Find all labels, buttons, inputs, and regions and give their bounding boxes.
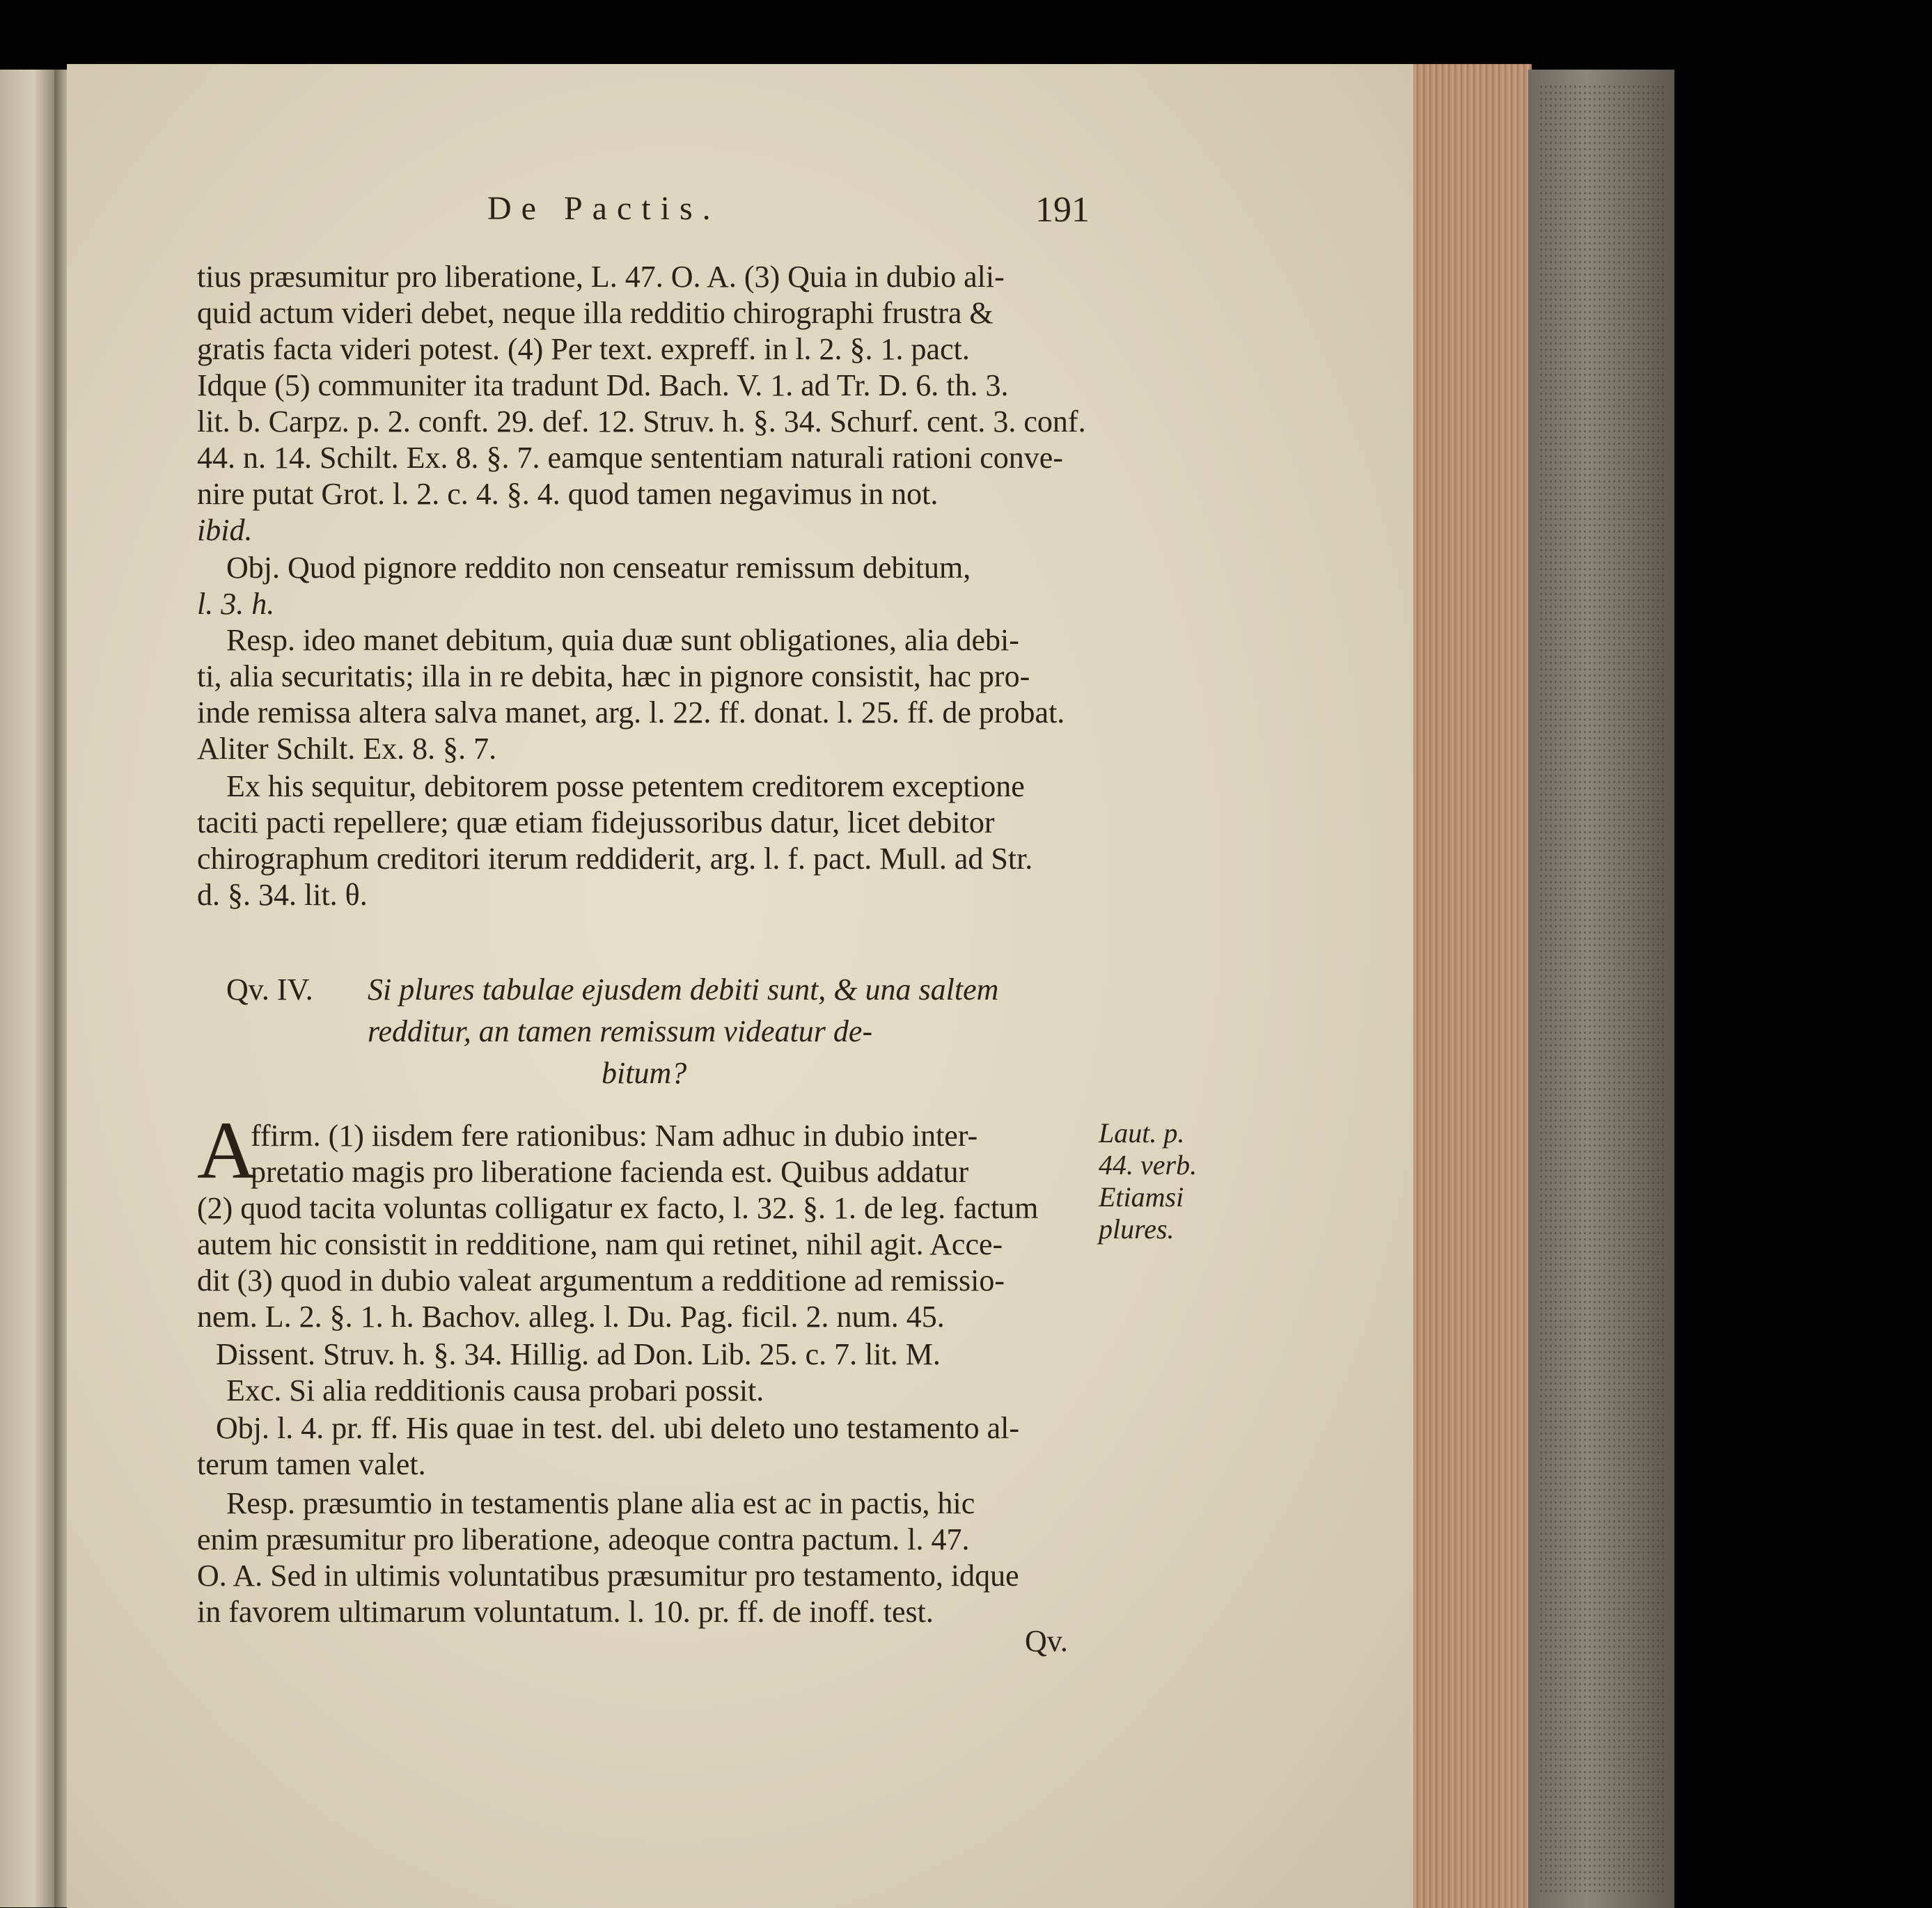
text-line: ibid.	[197, 513, 253, 547]
objection-line: Obj. Quod pignore reddito non censeatur remissum debitum,	[226, 551, 971, 585]
question-text: redditur, an tamen remissum videatur de-	[368, 1014, 873, 1048]
catchword: Qv.	[1025, 1624, 1068, 1658]
text-line: nire putat Grot. l. 2. c. 4. §. 4. quod tamen negavimus in not.	[197, 477, 938, 511]
text-line: quid actum videri debet, neque illa redditio chirographi frustra &	[197, 296, 994, 330]
text-line: autem hic consistit in redditione, nam qui retinet, nihil agit. Acce-	[197, 1227, 1003, 1261]
facing-page-edge	[0, 70, 56, 1907]
text-line: tius præsumitur pro liberatione, L. 47. O. A. (3) Quia in dubio ali-	[197, 260, 1005, 294]
dissent-line: Dissent. Struv. h. §. 34. Hillig. ad Don. Lib. 25. c. 7. lit. M.	[216, 1337, 941, 1371]
margin-note: plures.	[1099, 1213, 1175, 1245]
objection-line: l. 3. h.	[197, 587, 275, 621]
running-head: De Pactis.	[487, 190, 721, 227]
response-line: enim præsumitur pro liberatione, adeoque contra pactum. l. 47.	[197, 1522, 970, 1556]
text-line: dit (3) quod in dubio valeat argumentum a redditione ad remissio-	[197, 1263, 1005, 1298]
question-text: bitum?	[602, 1056, 687, 1090]
cover-speckle	[1539, 84, 1664, 1893]
objection-line: Obj. l. 4. pr. ff. His quae in test. del. ubi deleto uno testamento al-	[216, 1411, 1019, 1445]
text-line: chirographum creditori iterum reddiderit, arg. l. f. pact. Mull. ad Str.	[197, 842, 1033, 876]
text-line: Ex his sequitur, debitorem posse petentem creditorem exceptione	[226, 769, 1025, 803]
text-line: taciti pacti repellere; quæ etiam fidejussoribus datur, licet debitor	[197, 805, 995, 839]
text-line: pretatio magis pro liberatione facienda est. Quibus addatur	[251, 1155, 969, 1189]
response-line: O. A. Sed in ultimis voluntatibus præsumitur pro testamento, idque	[197, 1559, 1019, 1593]
drop-capital: A	[197, 1105, 257, 1196]
margin-note: Etiamsi	[1099, 1181, 1184, 1213]
response-line: inde remissa altera salva manet, arg. l. 22. ff. donat. l. 25. ff. de probat.	[197, 695, 1065, 730]
text-line: (2) quod tacita voluntas colligatur ex facto, l. 32. §. 1. de leg. factum	[197, 1191, 1039, 1225]
question-label: Qv. IV.	[226, 972, 313, 1007]
margin-note: Laut. p.	[1099, 1117, 1185, 1149]
text-line: nem. L. 2. §. 1. h. Bachov. alleg. l. Du. Pag. ficil. 2. num. 45.	[197, 1300, 945, 1334]
text-line: d. §. 34. lit. θ.	[197, 878, 368, 912]
response-line: Aliter Schilt. Ex. 8. §. 7.	[197, 732, 497, 766]
text-line: 44. n. 14. Schilt. Ex. 8. §. 7. eamque sententiam naturali rationi conve-	[197, 441, 1063, 475]
text-line: ffirm. (1) iisdem fere rationibus: Nam adhuc in dubio inter-	[251, 1119, 978, 1153]
objection-line: terum tamen valet.	[197, 1447, 426, 1481]
page-block-edge	[1413, 64, 1532, 1908]
question-text: Si plures tabulae ejusdem debiti sunt, & una saltem	[368, 972, 999, 1007]
text-line: lit. b. Carpz. p. 2. conft. 29. def. 12. Struv. h. §. 34. Schurf. cent. 3. conf.	[197, 404, 1086, 439]
response-line: in favorem ultimarum voluntatum. l. 10. pr. ff. de inoff. test.	[197, 1595, 934, 1629]
exception-line: Exc. Si alia redditionis causa probari possit.	[226, 1373, 764, 1408]
text-line: Idque (5) communiter ita tradunt Dd. Bach. V. 1. ad Tr. D. 6. th. 3.	[197, 368, 1009, 402]
book-gutter	[54, 70, 67, 1907]
response-line: ti, alia securitatis; illa in re debita, hæc in pignore consistit, hac pro-	[197, 659, 1030, 693]
margin-note: 44. verb.	[1099, 1149, 1197, 1181]
response-line: Resp. præsumtio in testamentis plane alia est ac in pactis, hic	[226, 1486, 975, 1520]
page-number: 191	[1035, 190, 1090, 230]
text-line: gratis facta videri potest. (4) Per text. expreff. in l. 2. §. 1. pact.	[197, 332, 970, 366]
response-line: Resp. ideo manet debitum, quia duæ sunt obligationes, alia debi-	[226, 623, 1019, 657]
